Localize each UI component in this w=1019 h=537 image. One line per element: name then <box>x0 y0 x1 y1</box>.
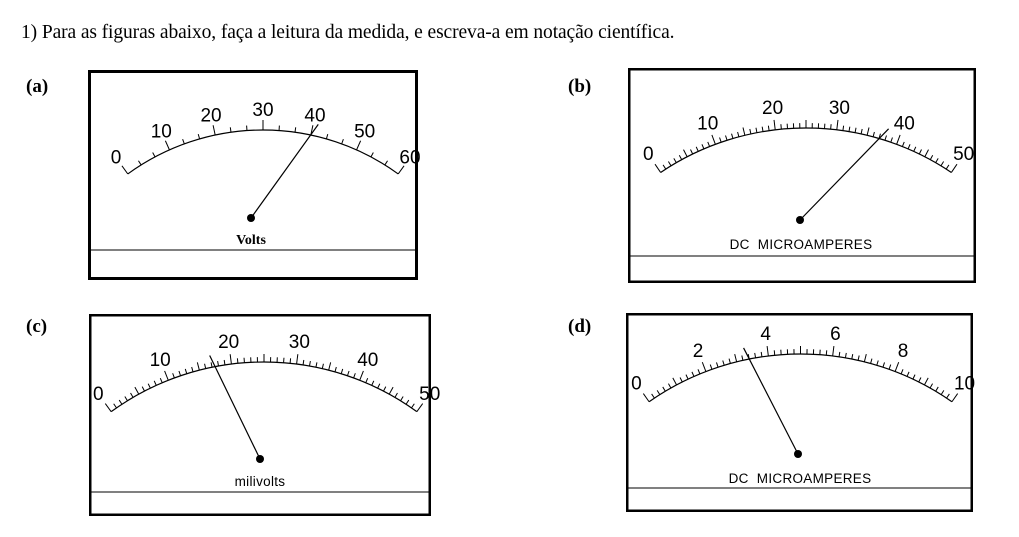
meter-a-minor-tick <box>295 127 296 132</box>
meter-a-minor-tick <box>198 134 199 139</box>
meter-d-scale-label: 8 <box>897 340 909 362</box>
meter-c-minor-tick <box>211 362 212 367</box>
meter-b-minor-tick <box>750 129 751 134</box>
meter-d-minor-tick <box>710 365 712 370</box>
meter-c-minor-tick <box>389 387 393 394</box>
meter-d-minor-tick <box>901 369 903 374</box>
meter-b-scale-label: 30 <box>828 97 850 119</box>
meter-c-minor-tick <box>411 404 414 408</box>
meter-d-minor-tick <box>729 359 730 364</box>
meter-a-tag: (a) <box>26 76 49 97</box>
meter-a-unit-label: Volts <box>236 233 266 248</box>
meter-c-scale-label: 40 <box>357 349 379 371</box>
meter-c-minor-tick <box>322 364 323 369</box>
meter-d <box>626 313 976 512</box>
meter-d-minor-tick <box>680 377 682 381</box>
meter-b-minor-tick <box>919 149 921 154</box>
meter-c-scale-label: 30 <box>288 332 310 354</box>
meter-a-scale-label: 30 <box>252 100 274 121</box>
meter-d-minor-tick <box>941 390 944 394</box>
meter-b-minor-tick <box>936 158 938 162</box>
meter-d-needle <box>744 348 798 454</box>
meter-d-minor-tick <box>852 354 853 359</box>
meter-c-minor-tick <box>218 361 219 366</box>
meter-b-unit-label: DC MICROAMPERES <box>729 237 873 252</box>
meter-b-minor-tick <box>861 129 862 134</box>
question-text: 1) Para as figuras abaixo, faça a leitura da medida, e escreva-a em notação científica. <box>21 22 675 43</box>
meter-b-minor-tick <box>696 147 698 152</box>
meter-b-minor-tick <box>891 137 893 142</box>
meter-d-scale-label: 0 <box>631 373 642 395</box>
meter-d-major-tick <box>702 362 706 371</box>
meter-b-minor-tick <box>885 136 887 141</box>
meter-a-scale-label: 20 <box>200 105 222 127</box>
meter-d-minor-tick <box>936 387 939 391</box>
meter-b-minor-tick <box>768 126 769 131</box>
meter-b-minor-tick <box>902 142 904 147</box>
meter-d-minor-tick <box>871 359 872 364</box>
meter-b-minor-tick <box>702 144 704 149</box>
meter-b-scale-label: 10 <box>697 113 719 135</box>
meter-c-minor-tick <box>125 396 128 400</box>
meter-b-minor-tick <box>925 150 929 157</box>
meter-a-minor-tick <box>230 127 231 132</box>
meter-d-minor-tick <box>877 360 878 365</box>
meter-d-scale-label: 4 <box>760 324 771 346</box>
meter-b-minor-tick <box>873 132 874 137</box>
meter-c-minor-tick <box>160 378 162 383</box>
meter-c-minor-tick <box>192 367 193 372</box>
meter-b-minor-tick <box>941 162 944 166</box>
meter-b-minor-tick <box>849 127 850 132</box>
meter-b-tag: (b) <box>568 76 592 97</box>
meter-c-major-tick <box>165 371 169 380</box>
meter-b-minor-tick <box>668 162 671 166</box>
meter-a-major-tick <box>213 125 215 135</box>
meter-b-minor-tick <box>843 126 844 131</box>
meter-b-minor-tick <box>762 127 763 132</box>
meter-a <box>88 70 421 280</box>
meter-b-scale-label: 50 <box>953 144 975 166</box>
meter-d-minor-tick <box>657 390 660 394</box>
meter-a-scale-label: 50 <box>354 121 376 143</box>
meter-d-tag: (d) <box>568 316 592 337</box>
meter-d-minor-tick <box>839 352 840 357</box>
meter-c-minor-tick <box>303 360 304 365</box>
meter-a-pivot <box>247 214 255 222</box>
meter-c-minor-tick <box>354 373 356 378</box>
meter-d-minor-tick <box>716 362 718 367</box>
meter-b-scale-label: 40 <box>893 113 915 135</box>
meter-a-minor-tick <box>153 153 155 157</box>
meter-a-scale-label: 40 <box>304 105 326 127</box>
meter-d-minor-tick <box>723 360 724 365</box>
meter-c-minor-tick <box>179 371 181 376</box>
meter-b-major-tick <box>655 164 661 172</box>
meter-a-minor-tick <box>385 161 388 165</box>
meter-c-minor-tick <box>310 361 311 366</box>
meter-c-needle <box>210 355 260 459</box>
meter-d-major-tick <box>643 394 649 402</box>
meter-b-minor-tick <box>946 165 949 169</box>
meter-b-scale-label: 0 <box>643 144 654 166</box>
meter-b-scale-label: 20 <box>762 97 784 119</box>
meter-b-needle <box>800 129 889 220</box>
meter-c-minor-tick <box>378 384 380 388</box>
meter-c-minor-tick <box>335 367 336 372</box>
meter-c-minor-tick <box>395 393 398 397</box>
meter-c-minor-tick <box>383 387 385 391</box>
meter-d-scale-label: 10 <box>953 373 976 395</box>
meter-d-minor-tick <box>761 352 762 357</box>
meter-d-minor-tick <box>913 375 915 380</box>
meter-c-minor-tick <box>224 360 225 365</box>
meter-c-minor-tick <box>366 378 368 383</box>
meter-d-major-tick <box>767 346 768 356</box>
meter-c-minor-tick <box>154 381 156 386</box>
meter-a-minor-tick <box>138 161 141 165</box>
meter-d-minor-tick <box>698 369 700 374</box>
meter-b-pivot <box>796 216 804 224</box>
meter-b <box>628 68 976 283</box>
meter-d-minor-tick <box>864 354 866 362</box>
meter-c-pivot <box>256 455 264 463</box>
meter-b-major-tick <box>897 135 900 144</box>
meter-d-minor-tick <box>668 384 670 388</box>
meter-d-minor-tick <box>907 372 909 377</box>
meter-d-minor-tick <box>858 355 859 360</box>
meter-d-minor-tick <box>889 365 891 370</box>
meter-b-minor-tick <box>855 128 856 133</box>
meter-d-major-tick <box>895 362 899 371</box>
meter-d-minor-tick <box>686 375 688 380</box>
meter-d-minor-tick <box>742 355 743 360</box>
meter-b-minor-tick <box>690 149 692 154</box>
meter-c-minor-tick <box>401 396 404 400</box>
meter-b-minor-tick <box>683 150 687 157</box>
meter-a-minor-tick <box>342 139 344 144</box>
meter-d-minor-tick <box>735 354 737 362</box>
meter-d-minor-tick <box>652 394 655 398</box>
meter-c-major-tick <box>297 354 298 364</box>
meter-a-minor-tick <box>326 134 327 139</box>
meter-c-minor-tick <box>119 400 122 404</box>
meter-b-minor-tick <box>756 128 757 133</box>
meter-c <box>89 314 441 516</box>
meter-c-major-tick <box>105 404 111 412</box>
meter-d-minor-tick <box>692 372 694 377</box>
meter-c-major-tick <box>230 354 231 364</box>
meter-c-minor-tick <box>142 387 144 391</box>
meter-c-unit-label: milivolts <box>234 474 286 489</box>
meter-c-scale-label: 20 <box>218 332 240 354</box>
meter-b-minor-tick <box>708 142 710 147</box>
meter-b-major-tick <box>951 164 957 172</box>
meter-b-minor-tick <box>732 134 733 139</box>
meter-c-minor-tick <box>372 381 374 386</box>
meter-b-minor-tick <box>720 137 722 142</box>
meter-b-minor-tick <box>679 155 681 159</box>
meter-a-scale-label: 10 <box>150 121 172 143</box>
meter-c-minor-tick <box>197 362 199 370</box>
meter-d-minor-tick <box>755 353 756 358</box>
meter-c-minor-tick <box>131 393 134 397</box>
meter-c-minor-tick <box>185 369 186 374</box>
meter-b-minor-tick <box>726 136 728 141</box>
meter-b-major-tick <box>774 120 775 130</box>
meter-b-minor-tick <box>867 128 869 136</box>
meter-b-major-tick <box>837 120 838 130</box>
meter-a-minor-tick <box>183 139 185 144</box>
meter-d-minor-tick <box>924 378 928 385</box>
meter-d-scale-label: 6 <box>830 324 841 346</box>
meter-c-minor-tick <box>341 369 342 374</box>
meter-c-major-tick <box>360 371 364 380</box>
meter-d-minor-tick <box>947 394 950 398</box>
meter-b-minor-tick <box>930 155 932 159</box>
meter-d-unit-label: DC MICROAMPERES <box>728 471 872 486</box>
meter-b-minor-tick <box>914 147 916 152</box>
meter-b-minor-tick <box>674 158 676 162</box>
meter-d-minor-tick <box>919 377 921 381</box>
meter-d-minor-tick <box>673 378 677 385</box>
meter-c-minor-tick <box>205 364 206 369</box>
meter-a-needle <box>251 124 318 218</box>
meter-b-major-tick <box>712 135 715 144</box>
meter-c-minor-tick <box>290 358 291 363</box>
meter-b-minor-tick <box>908 144 910 149</box>
meter-b-minor-tick <box>743 128 745 136</box>
meter-d-major-tick <box>952 394 958 402</box>
meter-c-scale-label: 10 <box>149 349 171 371</box>
meter-c-scale-label: 0 <box>92 383 104 405</box>
meter-c-scale-label: 50 <box>419 383 441 405</box>
meter-c-minor-tick <box>148 384 150 388</box>
meter-c-minor-tick <box>406 400 409 404</box>
meter-d-minor-tick <box>883 362 885 367</box>
meter-c-minor-tick <box>173 373 175 378</box>
meter-c-minor-tick <box>316 362 317 367</box>
meter-a-scale-label: 60 <box>399 147 421 169</box>
meter-a-major-tick <box>122 166 128 174</box>
meter-d-pivot <box>794 450 802 458</box>
meter-d-minor-tick <box>663 387 666 391</box>
meter-b-minor-tick <box>738 132 739 137</box>
meter-a-minor-tick <box>371 153 373 157</box>
meter-c-minor-tick <box>237 358 238 363</box>
meter-c-minor-tick <box>135 387 139 394</box>
meter-c-tag: (c) <box>26 316 48 337</box>
meter-d-major-tick <box>833 346 834 356</box>
meter-a-scale-label: 0 <box>110 147 122 169</box>
meter-d-minor-tick <box>930 384 932 388</box>
meter-c-minor-tick <box>347 371 349 376</box>
meter-c-minor-tick <box>114 404 117 408</box>
meter-c-minor-tick <box>329 362 331 370</box>
meter-d-scale-label: 2 <box>692 340 704 362</box>
meter-d-minor-tick <box>845 353 846 358</box>
meter-b-minor-tick <box>663 165 666 169</box>
